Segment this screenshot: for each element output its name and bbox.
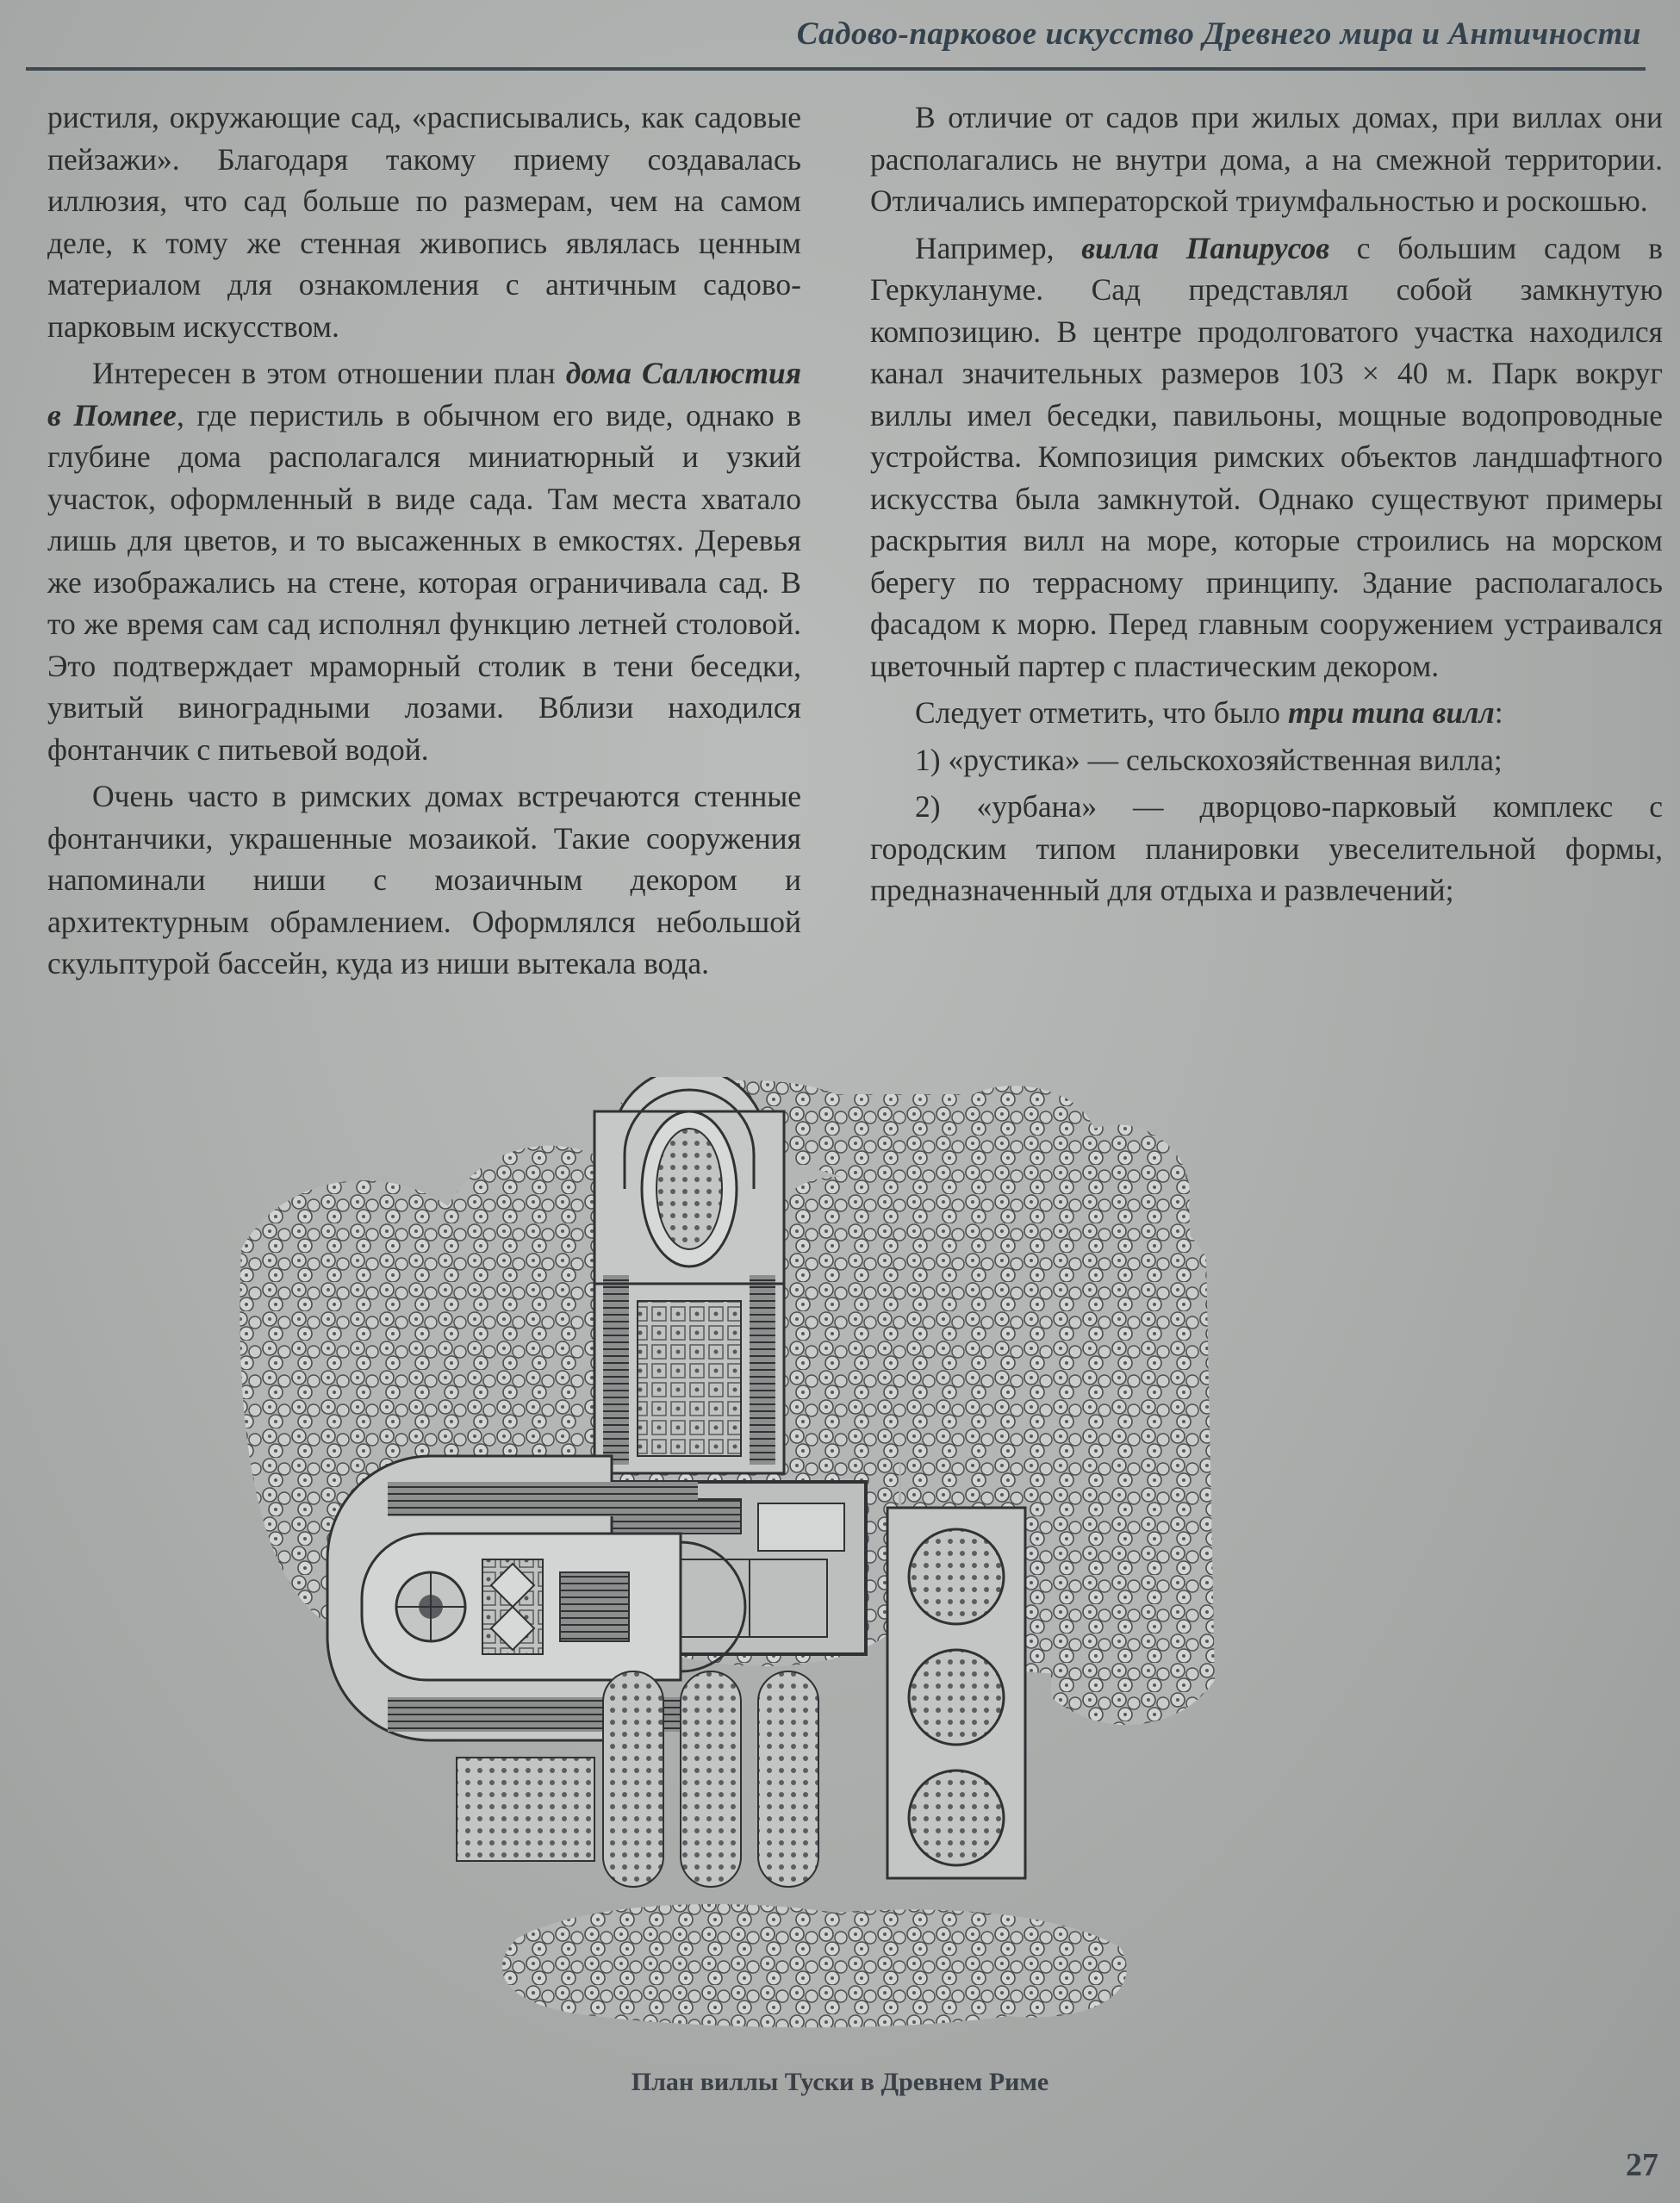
emphasis-villa-papyri: вилла Папирусов xyxy=(1081,230,1330,265)
left-paragraph-3: Очень часто в римских домах встречаются стенные фонтанчики, украшенные мозаикой. Такие сооружения напоминали ниши с мозаичным декором и архитектурным обрамлением. Оформлялся небольшой скульптурой бассейн, куда из ниши вытекала вода. xyxy=(47,779,801,980)
figure-caption: План виллы Туски в Древнем Риме xyxy=(631,2068,1049,2096)
emphasis-sallust-house: дома Саллюстия в Помпее xyxy=(47,356,801,433)
right-column xyxy=(870,96,1663,917)
page-number: 27 xyxy=(1626,2147,1658,2183)
right-paragraph-1: В отличие от садов при жилых домах, при виллах они располагались не внутри дома, а на смежной территории. Отличались императорской триумфальностью и роскошью. xyxy=(870,100,1663,218)
left-paragraph-1: ристиля, окружающие сад, «расписывались, как садовые пейзажи». Благодаря такому приему создавалась иллюзия, что сад больше по размерам, чем на самом деле, к тому же стенная живопись являлась ценным материалом для ознакомления с античным садово-парковым искусством. xyxy=(47,100,801,344)
right-paragraph-2: Например, вилла Папирусов с большим садом в Геркулануме. Сад представлял собой замкнутую композицию. В центре продолговатого участка находился канал значительных размеров 103 × 40 м. Парк вокруг виллы имел беседки, павильоны, мощные водопроводные устройства. Композиция римских объектов ландшафтного искусства была замкнутой. Однако существуют примеры раскрытия вилл на море, которые строились на морском берегу по террасному принципу. Здание располагалось фасадом к морю. Перед главным сооружением устраивался цветочный партер с пластическим декором. xyxy=(870,230,1663,683)
villa-plan-drawing xyxy=(233,1077,1473,2042)
left-paragraph-2: Интересен в этом отношении план дома Саллюстия в Помпее, где перистиль в обычном его виде, однако в глубине дома располагался миниатюрный и узкий участок, оформленный в виде сада. Там места хватало лишь для цветов, и то высаженных в емкостях. Деревья же изображались на стене, которая ограничивала сад. В то же время сам сад исполнял функцию летней столовой. Это подтверждает мраморный столик в тени беседки, увитый виноградными лозами. Вблизи находился фонтанчик с питьевой водой. xyxy=(47,356,801,767)
east-garden xyxy=(887,1508,1025,1878)
list-item-2: 2) «урбана» — дворцово-парковый комплекс с городским типом планировки увеселительной формы, предназначенный для отдыха и развлечений; xyxy=(870,789,1663,907)
left-column xyxy=(47,96,801,990)
emphasis-three-villa-types: три типа вилл xyxy=(1287,695,1495,730)
right-paragraph-3: Следует отметить, что было три типа вилл: xyxy=(915,695,1503,730)
header-rule xyxy=(26,67,1646,71)
north-court xyxy=(594,1077,784,1473)
running-head: Садово-парковое искусство Древнего мира и Античности xyxy=(796,16,1641,52)
villa-plan-figure xyxy=(233,1077,1473,2042)
list-item-1: 1) «рустика» — сельскохозяйственная вилла; xyxy=(915,742,1503,777)
